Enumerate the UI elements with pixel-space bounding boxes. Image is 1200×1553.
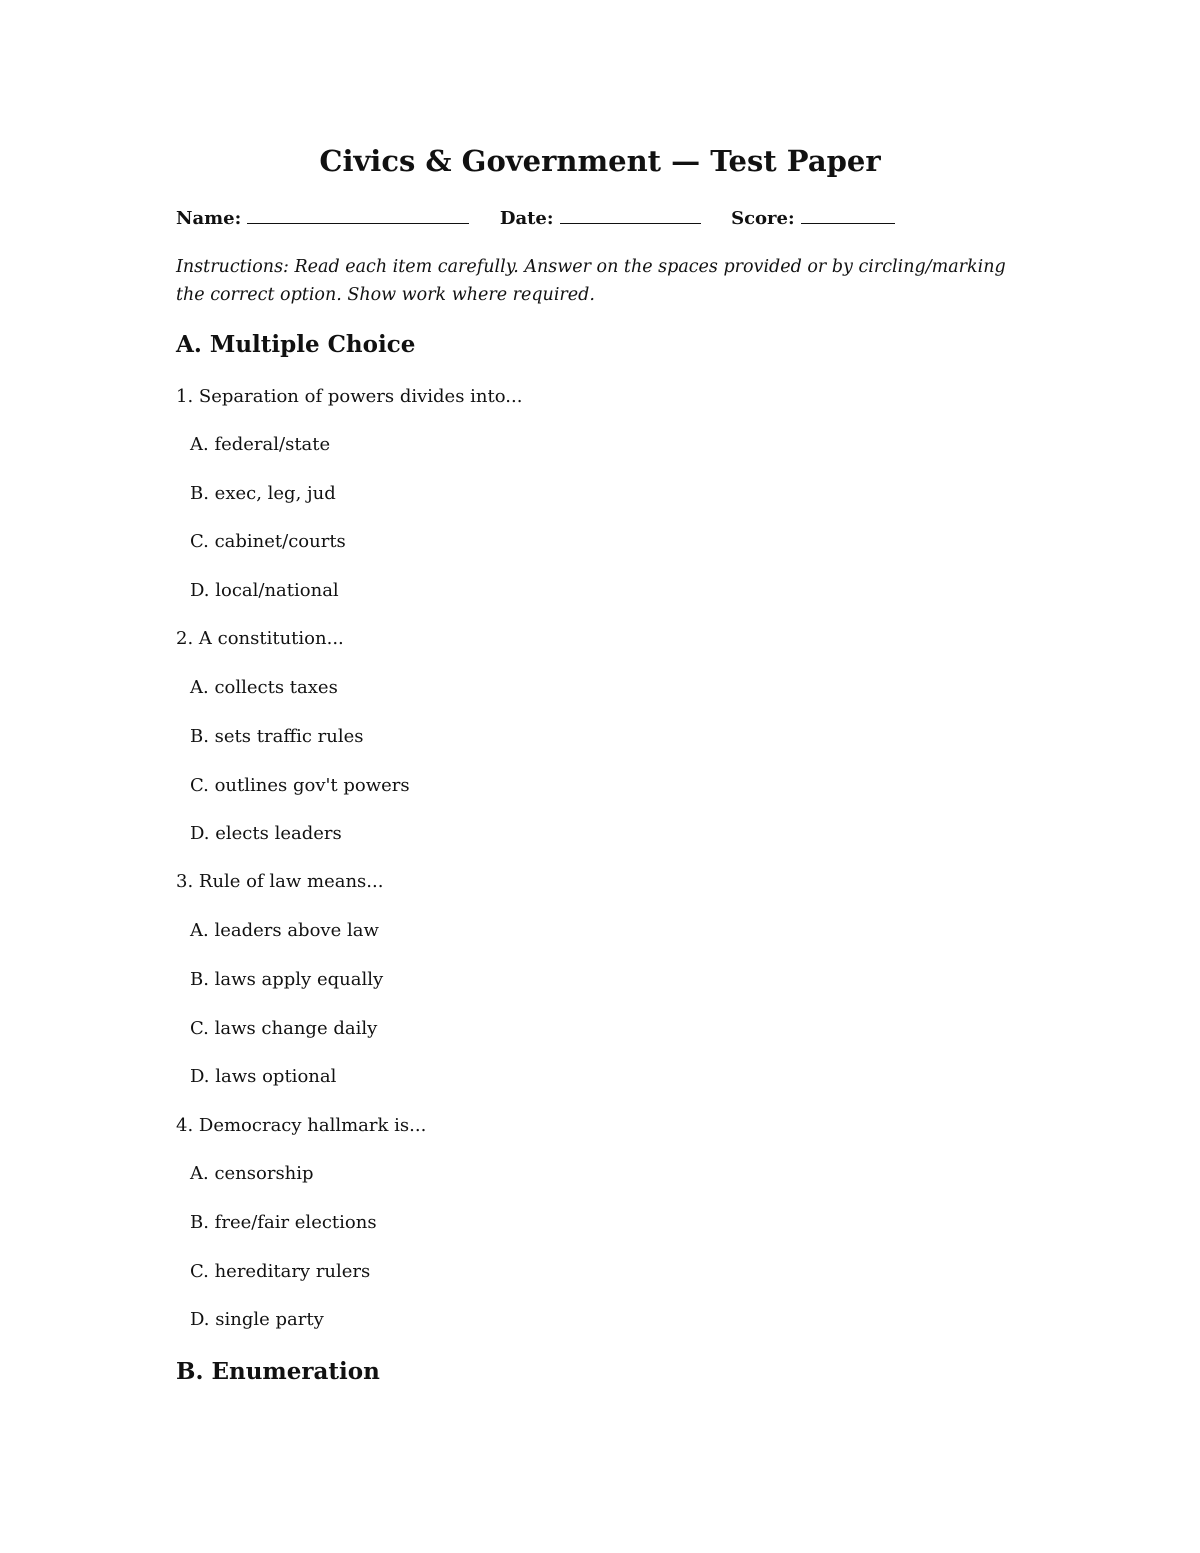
instructions: Instructions: Read each item carefully. Answer on the spaces provided or by circling/marking the correct option. Show work where required. xyxy=(176,257,1006,305)
question-2-option-d[interactable]: D. elects leaders xyxy=(190,823,342,844)
question-stem-3: 3. Rule of law means... xyxy=(176,871,384,892)
question-4-option-c[interactable]: C. hereditary rulers xyxy=(190,1261,371,1282)
question-3-option-c[interactable]: C. laws change daily xyxy=(190,1018,378,1039)
name-blank[interactable] xyxy=(247,203,469,224)
page-title: Civics & Government — Test Paper xyxy=(319,144,881,178)
score-blank[interactable] xyxy=(801,203,895,224)
question-stem-4: 4. Democracy hallmark is... xyxy=(176,1115,427,1136)
question-1-option-b[interactable]: B. exec, leg, jud xyxy=(190,483,336,504)
question-3-option-d[interactable]: D. laws optional xyxy=(190,1066,337,1087)
question-stem-2: 2. A constitution... xyxy=(176,628,344,649)
question-4-option-b[interactable]: B. free/fair elections xyxy=(190,1212,377,1233)
date-label: Date: xyxy=(499,208,554,229)
student-info-row xyxy=(176,203,895,232)
question-1-option-d[interactable]: D. local/national xyxy=(190,580,339,601)
question-4-option-d[interactable]: D. single party xyxy=(190,1309,324,1330)
question-2-option-a[interactable]: A. collects taxes xyxy=(190,677,338,698)
question-2-option-c[interactable]: C. outlines gov't powers xyxy=(190,775,410,796)
question-1-option-a[interactable]: A. federal/state xyxy=(190,434,331,455)
date-blank[interactable] xyxy=(560,203,701,224)
name-label: Name: xyxy=(176,208,242,229)
section-a-heading: A. Multiple Choice xyxy=(176,331,416,358)
question-stem-1: 1. Separation of powers divides into... xyxy=(176,386,523,407)
section-b-heading: B. Enumeration xyxy=(176,1358,380,1385)
question-3-option-b[interactable]: B. laws apply equally xyxy=(190,969,384,990)
question-1-option-c[interactable]: C. cabinet/courts xyxy=(190,531,346,552)
question-4-option-a[interactable]: A. censorship xyxy=(190,1163,314,1184)
question-3-option-a[interactable]: A. leaders above law xyxy=(190,920,379,941)
score-label: Score: xyxy=(731,208,795,229)
question-2-option-b[interactable]: B. sets traffic rules xyxy=(190,726,364,747)
